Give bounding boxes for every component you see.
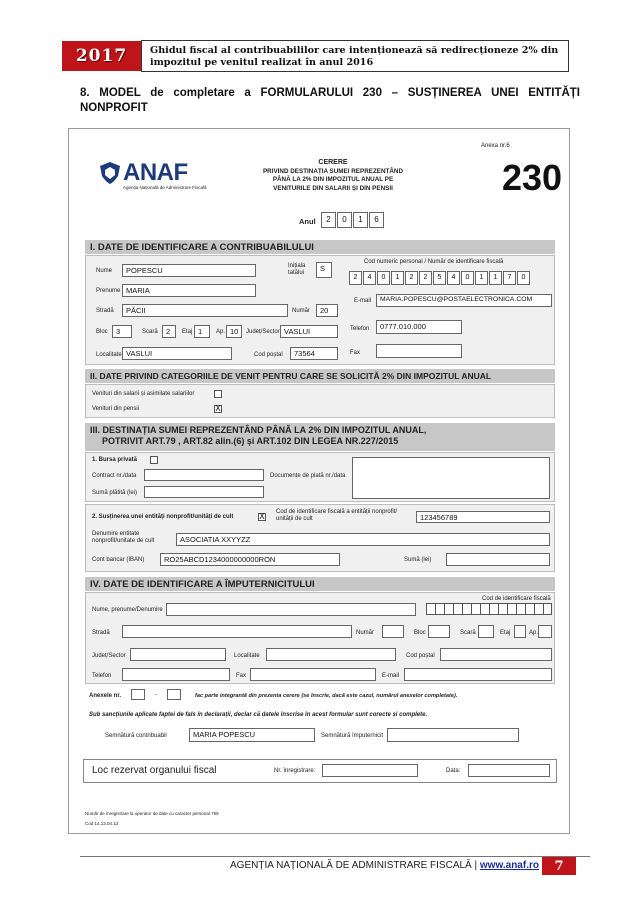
- document-title-line1: Ghidul fiscal al contribuabililor care intenționează să redirecționeze 2% din: [150, 45, 559, 56]
- nr-inregistrare-label: Nr. înregistrare:: [274, 768, 316, 774]
- cerere-title-block: [259, 159, 407, 193]
- anul-label: Anul: [299, 217, 316, 226]
- judet-label: Județ/Sector: [246, 329, 280, 335]
- imp-cod-postal-label: Cod poștal: [406, 653, 435, 659]
- cnp-digit[interactable]: 0: [461, 271, 474, 285]
- year-digit[interactable]: 6: [369, 212, 384, 228]
- footer-divider: [80, 856, 590, 857]
- section-4-panel: [85, 592, 555, 684]
- numar-field[interactable]: 20: [316, 304, 338, 317]
- salarii-label: Venituri din salarii și asimilate salariilor: [92, 391, 195, 397]
- section-1-title: I. DATE DE IDENTIFICARE A CONTRIBUABILULUI: [85, 240, 555, 254]
- data-field[interactable]: [468, 764, 550, 777]
- form-number: 230: [502, 157, 563, 198]
- cnp-digit[interactable]: 1: [391, 271, 404, 285]
- imp-cif-grid[interactable]: [426, 603, 552, 615]
- documente-field[interactable]: [352, 457, 550, 499]
- telefon-label: Telefon: [350, 326, 370, 332]
- anexe-to-field[interactable]: [167, 689, 181, 700]
- scara-field[interactable]: 2: [162, 325, 176, 338]
- nr-inregistrare-field[interactable]: [322, 764, 418, 777]
- salarii-checkbox[interactable]: [214, 390, 222, 398]
- cif-label-2: unității de cult: [276, 516, 313, 522]
- imp-nume-label: Nume, prenume/Denumire: [92, 607, 163, 613]
- imp-ap-field[interactable]: [538, 625, 552, 638]
- imp-cod-postal-field[interactable]: [440, 648, 552, 661]
- cod-postal-label: Cod poștal: [254, 352, 283, 358]
- contract-field[interactable]: [144, 469, 264, 481]
- denumire-field[interactable]: ASOCIATIA XXYYZZ: [176, 533, 550, 546]
- form-230: [68, 128, 570, 834]
- bursa-panel: [85, 452, 555, 502]
- etaj-label: Etaj: [182, 329, 193, 335]
- nume-label: Nume: [96, 268, 113, 274]
- cerere-title: CERERE: [318, 159, 348, 166]
- document-title-line2: impozitul pe venitul realizat în anul 2016: [150, 57, 374, 68]
- anexa-label: Anexa nr.6: [481, 143, 510, 149]
- imp-cif-label: Cod de identificare fiscală: [482, 596, 551, 602]
- sustinere-checkbox[interactable]: X: [259, 512, 265, 521]
- iban-label: Cont bancar (IBAN): [92, 557, 145, 563]
- section-2-title: II. DATE PRIVIND CATEGORIILE DE VENIT PENTRU CARE SE SOLICITĂ 2% DIN IMPOZITUL ANUAL: [85, 369, 555, 383]
- cnp-digit[interactable]: 1: [489, 271, 502, 285]
- imp-numar-label: Număr: [356, 630, 375, 636]
- anaf-shield-icon: [99, 161, 121, 185]
- imp-bloc-field[interactable]: [428, 625, 450, 638]
- semnatura-imp-field[interactable]: [387, 728, 519, 742]
- suma-field[interactable]: [446, 553, 550, 566]
- imp-scara-label: Scară: [460, 630, 476, 636]
- pensii-label: Venituri din pensii: [92, 406, 140, 412]
- imp-fax-label: Fax: [236, 673, 247, 679]
- prenume-field[interactable]: MARIA: [122, 284, 256, 297]
- semnatura-imp-label: Semnătură împuternicit: [321, 733, 384, 739]
- ap-field[interactable]: 10: [226, 325, 242, 338]
- imp-telefon-label: Telefon: [92, 673, 112, 679]
- cnp-digit[interactable]: 4: [447, 271, 460, 285]
- imp-etaj-label: Etaj: [500, 630, 511, 636]
- year-digit[interactable]: 2: [321, 212, 336, 228]
- suma-label: Sumă (lei): [404, 557, 432, 563]
- cerere-line3: VENITURILE DIN SALARII ȘI DIN PENSII: [273, 184, 393, 192]
- anexe-text: fac parte integrantă din prezenta cerere (se înscrie, dacă este cazul, numărul anexelor completate).: [195, 693, 458, 699]
- cod-postal-field[interactable]: 73564: [290, 347, 338, 360]
- localitate-field[interactable]: VASLUI: [122, 347, 232, 360]
- section-2-panel: [85, 384, 555, 418]
- declaratie-text: Sub sancțiunile aplicate faptei de fals în declarații, declar că datele înscrise în acest formular sunt corecte și complete.: [89, 712, 428, 718]
- imp-judet-field[interactable]: [130, 648, 226, 661]
- sustinere-panel: [85, 504, 555, 572]
- imp-ap-label: Ap.: [529, 630, 539, 636]
- telefon-field[interactable]: 0777.010.000: [376, 320, 462, 334]
- imp-judet-label: Județ/Sector: [92, 653, 126, 659]
- imp-fax-field[interactable]: [250, 668, 376, 681]
- organ-fiscal-title: Loc rezervat organului fiscal: [92, 765, 217, 776]
- footer: [230, 860, 539, 871]
- cnp-digit[interactable]: 0: [517, 271, 530, 285]
- contract-label: Contract nr./data: [92, 473, 137, 479]
- cerere-line1: PRIVIND DESTINAȚIA SUMEI REPREZENTÂND: [262, 167, 404, 175]
- imp-email-field[interactable]: [404, 668, 552, 681]
- etaj-field[interactable]: 1: [194, 325, 210, 338]
- cif-label-1: Cod de identificare fiscală a entității nonprofit/: [276, 509, 398, 515]
- footer-site-link[interactable]: www.anaf.ro: [479, 860, 539, 871]
- scara-label: Scară: [142, 329, 158, 335]
- numar-label: Număr: [292, 308, 311, 314]
- imp-localitate-label: Localitate: [234, 653, 260, 659]
- iban-field[interactable]: RO25ABCD1234000000000RON: [160, 553, 340, 566]
- anexe-from-field[interactable]: [131, 689, 145, 700]
- bloc-label: Bloc: [96, 329, 108, 335]
- imp-email-label: E-mail: [382, 673, 400, 679]
- initiala-field[interactable]: S: [316, 262, 332, 278]
- fax-label: Fax: [350, 350, 361, 356]
- strada-label: Stradă: [96, 308, 114, 314]
- imp-etaj-field[interactable]: [514, 625, 526, 638]
- cnp-digit[interactable]: 2: [349, 271, 362, 285]
- logo-subtitle: Agenția Națională de Administrare Fiscală: [123, 185, 207, 190]
- denumire-label-1: Denumire entitate: [92, 531, 140, 537]
- page-number: 7: [542, 857, 576, 875]
- email-field[interactable]: MARIA.POPESCU@POSTAELECTRONICA.COM: [376, 294, 552, 307]
- cnp-digit[interactable]: 2: [419, 271, 432, 285]
- cnp-label: Cod numeric personal / Număr de identificare fiscală: [364, 259, 504, 265]
- year-badge: 2017: [62, 41, 141, 71]
- bursa-checkbox[interactable]: [150, 456, 158, 464]
- initiala-label-1: Inițiala: [288, 263, 306, 269]
- imp-strada-label: Stradă: [92, 630, 110, 636]
- cnp-digit[interactable]: 2: [405, 271, 418, 285]
- judet-field[interactable]: VASLUI: [280, 325, 338, 338]
- note-cod: Cod 14.13.04.13: [85, 821, 119, 826]
- semnatura-contrib-field[interactable]: MARIA POPESCU: [189, 728, 315, 742]
- suma-platita-field[interactable]: [144, 486, 264, 498]
- imp-telefon-field[interactable]: [122, 668, 230, 681]
- bloc-field[interactable]: 3: [112, 325, 132, 338]
- denumire-label-2: nonprofit/unitate de cult: [92, 538, 155, 544]
- footer-agency: AGENȚIA NAȚIONALĂ DE ADMINISTRARE FISCALĂ |: [230, 860, 478, 871]
- imp-nume-field[interactable]: [166, 603, 416, 616]
- data-label: Data:: [446, 768, 461, 774]
- cnp-digit[interactable]: 4: [363, 271, 376, 285]
- year-digit[interactable]: 1: [353, 212, 368, 228]
- imp-scara-field[interactable]: [478, 625, 494, 638]
- anexe-dash: -: [155, 692, 157, 698]
- localitate-label: Localitate: [96, 352, 122, 358]
- organ-fiscal-box: [83, 759, 557, 783]
- logo-text: ANAF: [123, 159, 188, 186]
- pensii-checkbox[interactable]: X: [215, 404, 221, 413]
- cif-field[interactable]: 123456789: [416, 511, 550, 523]
- imp-bloc-label: Bloc: [414, 630, 426, 636]
- cerere-line2: PÂNĂ LA 2% DIN IMPOZITUL ANUAL PE: [272, 176, 394, 183]
- year-digit[interactable]: 0: [337, 212, 352, 228]
- nume-field[interactable]: POPESCU: [122, 264, 256, 277]
- semnatura-contrib-label: Semnătură contribuabil: [105, 733, 167, 739]
- documente-label: Documente de plată nr./data: [270, 473, 346, 479]
- prenume-label: Prenume: [96, 288, 121, 294]
- imp-localitate-field[interactable]: [266, 648, 396, 661]
- cnp-digit[interactable]: 1: [475, 271, 488, 285]
- suma-platita-label: Sumă plătită (lei): [92, 490, 138, 496]
- email-label: E-mail: [354, 298, 372, 304]
- document-title: [141, 40, 569, 72]
- section-title: 8. MODEL de completare a FORMULARULUI 230 – SUSȚINEREA UNEI ENTITĂȚI NONPROFIT: [80, 87, 580, 114]
- note-operator: Număr de înregistrare la operator de date cu caracter personal 759: [85, 811, 219, 816]
- strada-field[interactable]: PĂCII: [122, 304, 288, 317]
- sustinere-label: 2. Susținerea unei entități nonprofit/unități de cult: [92, 514, 234, 520]
- imp-numar-field[interactable]: [382, 625, 404, 638]
- imp-strada-field[interactable]: [122, 625, 352, 638]
- cnp-digit[interactable]: 7: [503, 271, 516, 285]
- cnp-digit[interactable]: 0: [377, 271, 390, 285]
- bursa-label: 1. Bursa privată: [92, 457, 138, 463]
- fax-field[interactable]: [376, 344, 462, 358]
- initiala-label-2: tatălui: [288, 270, 305, 276]
- ap-label: Ap.: [216, 329, 226, 335]
- section-3-title-line2: POTRIVIT ART.79 , ART.82 alin.(6) și ART.102 DIN LEGEA NR.227/2015: [102, 436, 399, 446]
- section-4-title: IV. DATE DE IDENTIFICARE A ÎMPUTERNICITULUI: [85, 577, 555, 591]
- anexe-label: Anexele nr.: [89, 693, 122, 699]
- cnp-digit[interactable]: 5: [433, 271, 446, 285]
- section-3-title: [85, 423, 555, 451]
- section-3-title-line1: III. DESTINAȚIA SUMEI REPREZENTÂND PÂNĂ LA 2% DIN IMPOZITUL ANUAL,: [90, 425, 427, 435]
